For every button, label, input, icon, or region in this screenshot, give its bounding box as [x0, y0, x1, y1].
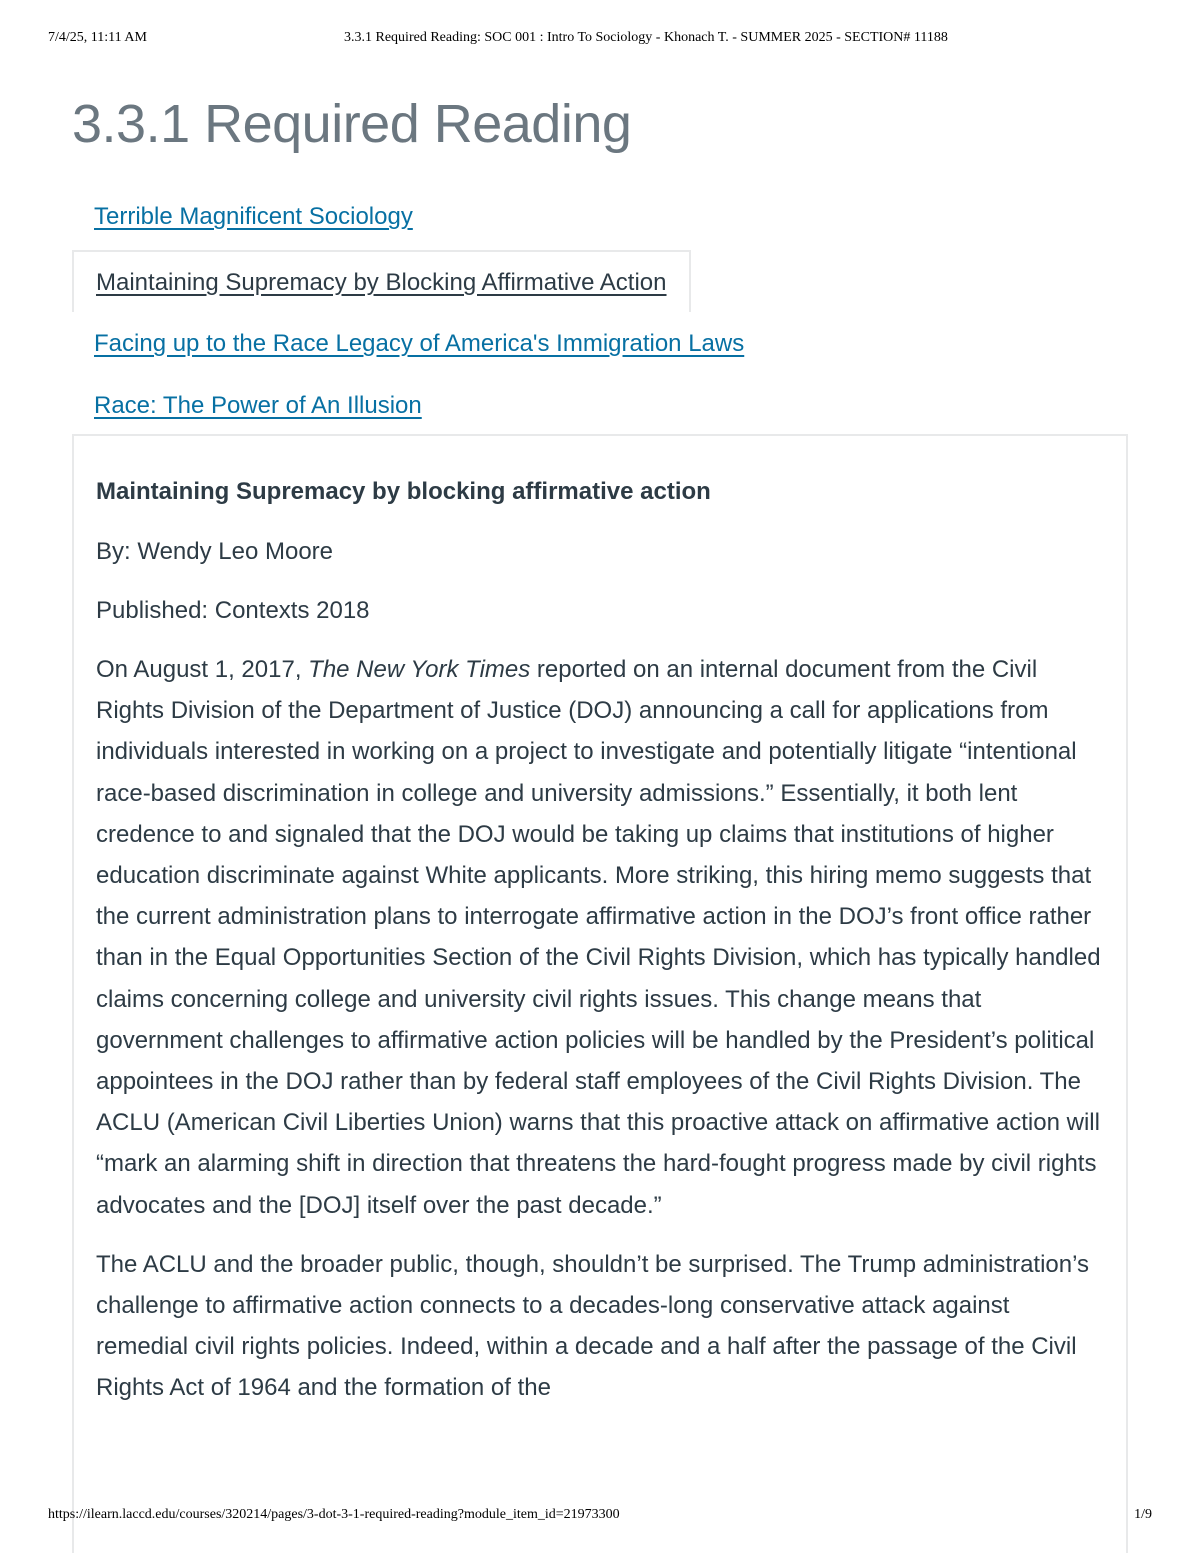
tab-race-power-of-illusion[interactable]: [72, 375, 444, 437]
tab-link[interactable]: Terrible Magnificent Sociology: [94, 203, 413, 230]
tab-link[interactable]: Facing up to the Race Legacy of America's Immigration Laws: [94, 330, 745, 357]
tab-race-legacy-immigration-laws[interactable]: [72, 313, 766, 375]
tab-link[interactable]: Maintaining Supremacy by Blocking Affirmative Action: [96, 269, 667, 296]
paragraph-text: reported on an internal document from the Civil Rights Division of the Department of Justice (DOJ) announcing a call for applications from individuals interested in working on a project to investigate and potentially litigate “intentional race-based discrimination in college and university admissions.” Essentially, it both lent credence to and signaled that the DOJ would be taking up claims that institutions of higher education discriminate against White applicants. More striking, this hiring memo suggests that the current administration plans to interrogate affirmative action in the DOJ’s front office rather than in the Equal Opportunities Section of the Civil Rights Division, which has typically handled claims concerning college and university civil rights issues. This change means that government challenges to affirmative action policies will be handled by the President’s political appointees in the DOJ rather than by federal staff employees of the Civil Rights Division. The ACLU (American Civil Liberties Union) warns that this proactive attack on affirmative action will “mark an alarming shift in direction that threatens the hard-fought progress made by civil rights advocates and the [DOJ] itself over the past decade.”: [96, 656, 1101, 1219]
article: [96, 476, 1108, 1409]
print-footer: [0, 1507, 1200, 1527]
article-title: Maintaining Supremacy by blocking affirmative action: [96, 478, 711, 505]
print-url: https://ilearn.laccd.edu/courses/320214/pages/3-dot-3-1-required-reading?module_item_id=21973300: [48, 1507, 620, 1522]
article-paragraph: [96, 649, 1108, 1226]
page-number: 1/9: [1134, 1507, 1152, 1522]
paragraph-text: On August 1, 2017,: [96, 656, 309, 683]
tab-panel: [72, 434, 1128, 1553]
page-title: 3.3.1 Required Reading: [72, 94, 632, 154]
print-header: [0, 30, 1200, 50]
tab-terrible-magnificent-sociology[interactable]: [72, 186, 435, 248]
article-byline: By: Wendy Leo Moore: [96, 538, 334, 565]
print-datetime: 7/4/25, 11:11 AM: [48, 30, 147, 45]
article-published: Published: Contexts 2018: [96, 597, 370, 624]
publication-name: The New York Times: [308, 656, 531, 683]
tab-link[interactable]: Race: The Power of An Illusion: [94, 392, 422, 419]
article-paragraph: The ACLU and the broader public, though, shouldn’t be surprised. The Trump administration’s challenge to affirmative action connects to a decades-long conservative attack against remedial civil rights policies. Indeed, within a decade and a half after the passage of the Civil Rights Act of 1964 and the formation of the: [96, 1250, 1090, 1402]
print-document-title: 3.3.1 Required Reading: SOC 001 : Intro To Sociology - Khonach T. - SUMMER 2025 - SECTION# 11188: [344, 30, 948, 45]
tab-maintaining-supremacy[interactable]: [72, 250, 691, 312]
